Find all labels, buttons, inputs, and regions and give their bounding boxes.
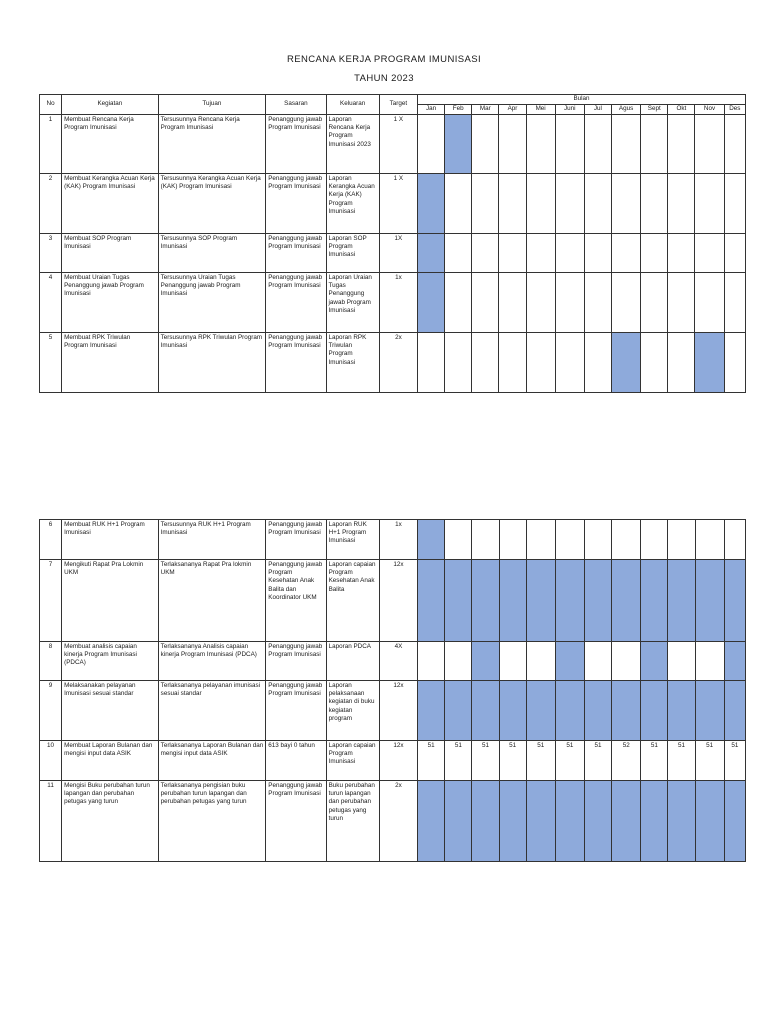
month-cell-okt — [668, 333, 695, 393]
month-cell-sept — [641, 642, 668, 681]
keluaran-cell: Laporan Kerangka Acuan Kerja (KAK) Program Imunisasi — [326, 174, 379, 234]
month-cell-jan — [418, 333, 445, 393]
month-cell-okt — [668, 560, 695, 642]
document-title: RENCANA KERJA PROGRAM IMUNISASI — [287, 54, 481, 65]
table-row — [40, 273, 746, 333]
month-cell-mei — [526, 520, 555, 560]
row-number-cell: 8 — [40, 642, 62, 681]
month-cell-jul — [584, 234, 611, 273]
month-cell-jul: 51 — [584, 741, 611, 781]
month-cell-des — [724, 642, 745, 681]
month-cell-nov — [695, 642, 724, 681]
month-cell-okt — [668, 681, 695, 741]
target-cell: 2x — [379, 781, 417, 862]
header-tujuan: Tujuan — [158, 95, 266, 115]
month-cell-juni — [555, 781, 584, 862]
month-cell-sept — [641, 115, 668, 174]
month-cell-sept — [641, 781, 668, 862]
tujuan-cell: Terlaksananya Laporan Bulanan dan mengisi input data ASIK — [158, 741, 266, 781]
month-header: Okt — [668, 105, 695, 115]
document-subtitle: TAHUN 2023 — [354, 73, 414, 84]
kegiatan-cell: Membuat RPK Triwulan Program Imunisasi — [62, 333, 159, 393]
month-cell-jul — [584, 174, 611, 234]
month-cell-sept — [641, 333, 668, 393]
month-cell-mar — [472, 273, 499, 333]
month-cell-mei — [526, 681, 555, 741]
month-cell-nov — [695, 333, 724, 393]
target-cell: 1 X — [379, 174, 417, 234]
month-cell-nov — [695, 520, 724, 560]
header-kegiatan: Kegiatan — [62, 95, 159, 115]
sasaran-cell: Penanggung jawab Program Kesehatan Anak Balita dan Koordinator UKM — [266, 560, 326, 642]
tujuan-cell: Tersusunnya Rencana Kerja Program Imunisasi — [158, 115, 266, 174]
month-cell-jul — [584, 115, 611, 174]
table-row — [40, 234, 746, 273]
table-row — [40, 520, 746, 560]
month-cell-mar — [472, 115, 499, 174]
month-cell-sept — [641, 174, 668, 234]
month-cell-jan — [418, 273, 445, 333]
month-cell-okt — [668, 273, 695, 333]
month-cell-des — [724, 560, 745, 642]
header-target: Target — [379, 95, 417, 115]
month-cell-apr — [499, 681, 526, 741]
month-cell-mar — [472, 520, 499, 560]
sasaran-cell: Penanggung jawab Program Imunisasi — [266, 333, 326, 393]
month-cell-apr — [499, 273, 526, 333]
row-number-cell: 7 — [40, 560, 62, 642]
month-cell-okt: 51 — [668, 741, 695, 781]
month-cell-juni — [555, 115, 584, 174]
month-cell-mei — [526, 273, 555, 333]
tujuan-cell: Tersusunnya SOP Program Imunisasi — [158, 234, 266, 273]
keluaran-cell: Laporan Rencana Kerja Program Imunisasi 2023 — [326, 115, 379, 174]
month-cell-nov — [695, 234, 724, 273]
row-number-cell: 9 — [40, 681, 62, 741]
sasaran-cell: Penanggung jawab Program Imunisasi — [266, 781, 326, 862]
month-header: Feb — [445, 105, 472, 115]
table-row — [40, 781, 746, 862]
month-header: Jul — [584, 105, 611, 115]
month-cell-jul — [584, 681, 611, 741]
target-cell: 12x — [379, 681, 417, 741]
kegiatan-cell: Membuat RUK H+1 Program Imunisasi — [62, 520, 159, 560]
row-number-cell: 6 — [40, 520, 62, 560]
month-cell-agus: 52 — [612, 741, 641, 781]
tujuan-cell: Terlaksananya Analisis capaian kinerja Program Imunisasi (PDCA) — [158, 642, 266, 681]
month-cell-mar — [472, 642, 499, 681]
table-row — [40, 174, 746, 234]
month-cell-sept — [641, 234, 668, 273]
sasaran-cell: Penanggung jawab Program Imunisasi — [266, 273, 326, 333]
kegiatan-cell: Melaksanakan pelayanan Imunisasi sesuai standar — [62, 681, 159, 741]
month-cell-okt — [668, 520, 695, 560]
month-cell-agus — [612, 273, 641, 333]
month-header: Juni — [555, 105, 584, 115]
kegiatan-cell: Membuat Rencana Kerja Program Imunisasi — [62, 115, 159, 174]
tujuan-cell: Tersusunnya RUK H+1 Program Imunisasi — [158, 520, 266, 560]
month-cell-agus — [612, 681, 641, 741]
table-row — [40, 681, 746, 741]
sasaran-cell: Penanggung jawab Program Imunisasi — [266, 174, 326, 234]
month-header: Agus — [612, 105, 641, 115]
month-cell-feb — [445, 234, 472, 273]
keluaran-cell: Laporan pelaksanaan kegiatan di buku kegiatan program — [326, 681, 379, 741]
work-plan-table-part-2 — [39, 519, 746, 862]
month-cell-feb — [445, 115, 472, 174]
month-cell-feb — [445, 642, 472, 681]
month-cell-agus — [612, 115, 641, 174]
header-no: No — [40, 95, 62, 115]
month-cell-mei — [526, 115, 555, 174]
month-cell-feb — [445, 560, 472, 642]
month-cell-apr — [499, 234, 526, 273]
row-number-cell: 2 — [40, 174, 62, 234]
month-cell-sept — [641, 560, 668, 642]
month-cell-jan — [418, 174, 445, 234]
month-cell-juni — [555, 333, 584, 393]
month-cell-agus — [612, 642, 641, 681]
month-cell-nov — [695, 681, 724, 741]
month-cell-mei — [526, 234, 555, 273]
month-cell-agus — [612, 333, 641, 393]
month-cell-jan — [418, 681, 445, 741]
month-cell-mei — [526, 560, 555, 642]
table-row — [40, 333, 746, 393]
month-cell-sept — [641, 520, 668, 560]
month-cell-des — [724, 174, 745, 234]
month-cell-jan — [418, 234, 445, 273]
month-cell-mei — [526, 781, 555, 862]
month-cell-des — [724, 115, 745, 174]
month-cell-mei — [526, 333, 555, 393]
tujuan-cell: Terlaksananya pelayanan imunisasi sesuai standar — [158, 681, 266, 741]
kegiatan-cell: Mengikuti Rapat Pra Lokmin UKM — [62, 560, 159, 642]
month-cell-agus — [612, 174, 641, 234]
month-cell-jan — [418, 781, 445, 862]
month-cell-juni — [555, 273, 584, 333]
tujuan-cell: Tersusunnya Uraian Tugas Penanggung jawab Program Imunisasi — [158, 273, 266, 333]
keluaran-cell: Laporan capaian Program Kesehatan Anak Balita — [326, 560, 379, 642]
target-cell: 1x — [379, 273, 417, 333]
sasaran-cell: Penanggung jawab Program Imunisasi — [266, 115, 326, 174]
month-cell-jul — [584, 520, 611, 560]
month-cell-jul — [584, 333, 611, 393]
month-cell-des — [724, 681, 745, 741]
kegiatan-cell: Membuat Laporan Bulanan dan mengisi input data ASIK — [62, 741, 159, 781]
month-cell-juni — [555, 560, 584, 642]
sasaran-cell: 613 bayi 0 tahun — [266, 741, 326, 781]
month-cell-jul — [584, 273, 611, 333]
month-cell-okt — [668, 781, 695, 862]
month-cell-sept: 51 — [641, 741, 668, 781]
kegiatan-cell: Membuat Uraian Tugas Penanggung jawab Program Imunisasi — [62, 273, 159, 333]
month-cell-juni — [555, 234, 584, 273]
month-cell-agus — [612, 560, 641, 642]
month-cell-sept — [641, 681, 668, 741]
month-cell-mar — [472, 333, 499, 393]
tujuan-cell: Tersusunnya RPK Triwulan Program Imunisasi — [158, 333, 266, 393]
month-cell-jan — [418, 560, 445, 642]
tujuan-cell: Terlaksananya pengisian buku perubahan turun lapangan dan perubahan petugas yang turun — [158, 781, 266, 862]
month-cell-juni — [555, 520, 584, 560]
month-cell-agus — [612, 520, 641, 560]
month-cell-apr — [499, 560, 526, 642]
month-cell-jan — [418, 115, 445, 174]
month-cell-apr — [499, 642, 526, 681]
month-cell-apr — [499, 115, 526, 174]
month-cell-okt — [668, 234, 695, 273]
table-row — [40, 560, 746, 642]
sasaran-cell: Penanggung jawab Program Imunisasi — [266, 681, 326, 741]
month-cell-feb — [445, 681, 472, 741]
keluaran-cell: Laporan capaian Program Imunisasi — [326, 741, 379, 781]
month-cell-mar — [472, 560, 499, 642]
month-cell-agus — [612, 234, 641, 273]
month-cell-nov — [695, 115, 724, 174]
sasaran-cell: Penanggung jawab Program Imunisasi — [266, 642, 326, 681]
month-header: Jan — [418, 105, 445, 115]
month-cell-mar — [472, 681, 499, 741]
header-sasaran: Sasaran — [266, 95, 326, 115]
keluaran-cell: Laporan Uraian Tugas Penanggung jawab Program Imunisasi — [326, 273, 379, 333]
month-cell-des: 51 — [724, 741, 745, 781]
month-cell-feb — [445, 273, 472, 333]
month-header: Sept — [641, 105, 668, 115]
keluaran-cell: Laporan RPK Triwulan Program Imunisasi — [326, 333, 379, 393]
keluaran-cell: Buku perubahan turun lapangan dan perubahan petugas yang turun — [326, 781, 379, 862]
month-cell-apr — [499, 333, 526, 393]
month-cell-mar — [472, 781, 499, 862]
month-cell-nov — [695, 273, 724, 333]
month-cell-mar — [472, 174, 499, 234]
keluaran-cell: Laporan SOP Program Imunisasi — [326, 234, 379, 273]
table-row — [40, 115, 746, 174]
month-cell-nov: 51 — [695, 741, 724, 781]
month-cell-jan: 51 — [418, 741, 445, 781]
month-cell-okt — [668, 174, 695, 234]
tujuan-cell: Terlaksananya Rapat Pra lokmin UKM — [158, 560, 266, 642]
target-cell: 4X — [379, 642, 417, 681]
month-cell-nov — [695, 174, 724, 234]
keluaran-cell: Laporan RUK H+1 Program Imunisasi — [326, 520, 379, 560]
month-cell-jul — [584, 781, 611, 862]
month-cell-jan — [418, 642, 445, 681]
month-cell-feb: 51 — [445, 741, 472, 781]
month-cell-feb — [445, 333, 472, 393]
month-cell-okt — [668, 115, 695, 174]
target-cell: 12x — [379, 741, 417, 781]
month-cell-feb — [445, 520, 472, 560]
row-number-cell: 5 — [40, 333, 62, 393]
month-cell-sept — [641, 273, 668, 333]
month-cell-okt — [668, 642, 695, 681]
month-cell-jul — [584, 642, 611, 681]
month-cell-juni — [555, 681, 584, 741]
row-number-cell: 1 — [40, 115, 62, 174]
month-header: Des — [724, 105, 745, 115]
month-cell-nov — [695, 781, 724, 862]
row-number-cell: 11 — [40, 781, 62, 862]
month-cell-feb — [445, 174, 472, 234]
month-cell-des — [724, 520, 745, 560]
month-cell-juni — [555, 174, 584, 234]
month-cell-des — [724, 273, 745, 333]
kegiatan-cell: Membuat SOP Program Imunisasi — [62, 234, 159, 273]
keluaran-cell: Laporan PDCA — [326, 642, 379, 681]
target-cell: 1 X — [379, 115, 417, 174]
row-number-cell: 10 — [40, 741, 62, 781]
header-bulan: Bulan — [418, 95, 746, 105]
month-cell-agus — [612, 781, 641, 862]
table-row — [40, 741, 746, 781]
kegiatan-cell: Membuat Kerangka Acuan Kerja (KAK) Program Imunisasi — [62, 174, 159, 234]
target-cell: 12x — [379, 560, 417, 642]
target-cell: 2x — [379, 333, 417, 393]
month-cell-des — [724, 781, 745, 862]
table-row — [40, 642, 746, 681]
month-cell-apr — [499, 174, 526, 234]
kegiatan-cell: Mengisi Buku perubahan turun lapangan dan perubahan petugas yang turun — [62, 781, 159, 862]
month-header: Apr — [499, 105, 526, 115]
month-cell-jul — [584, 560, 611, 642]
row-number-cell: 3 — [40, 234, 62, 273]
month-cell-mei: 51 — [526, 741, 555, 781]
work-plan-table-part-1 — [39, 94, 746, 393]
month-cell-apr — [499, 520, 526, 560]
month-cell-des — [724, 333, 745, 393]
target-cell: 1x — [379, 520, 417, 560]
month-header: Nov — [695, 105, 724, 115]
month-cell-mar — [472, 234, 499, 273]
sasaran-cell: Penanggung jawab Program Imunisasi — [266, 520, 326, 560]
month-cell-juni — [555, 642, 584, 681]
month-cell-des — [724, 234, 745, 273]
row-number-cell: 4 — [40, 273, 62, 333]
month-cell-mar: 51 — [472, 741, 499, 781]
tujuan-cell: Tersusunnya Kerangka Acuan Kerja (KAK) Program Imunisasi — [158, 174, 266, 234]
month-header: Mei — [526, 105, 555, 115]
sasaran-cell: Penanggung jawab Program Imunisasi — [266, 234, 326, 273]
month-cell-apr — [499, 781, 526, 862]
month-cell-juni: 51 — [555, 741, 584, 781]
target-cell: 1X — [379, 234, 417, 273]
month-cell-feb — [445, 781, 472, 862]
kegiatan-cell: Membuat analisis capaian kinerja Program Imunisasi (PDCA) — [62, 642, 159, 681]
month-cell-mei — [526, 642, 555, 681]
month-cell-nov — [695, 560, 724, 642]
month-cell-apr: 51 — [499, 741, 526, 781]
month-header: Mar — [472, 105, 499, 115]
month-cell-mei — [526, 174, 555, 234]
header-keluaran: Keluaran — [326, 95, 379, 115]
month-cell-jan — [418, 520, 445, 560]
